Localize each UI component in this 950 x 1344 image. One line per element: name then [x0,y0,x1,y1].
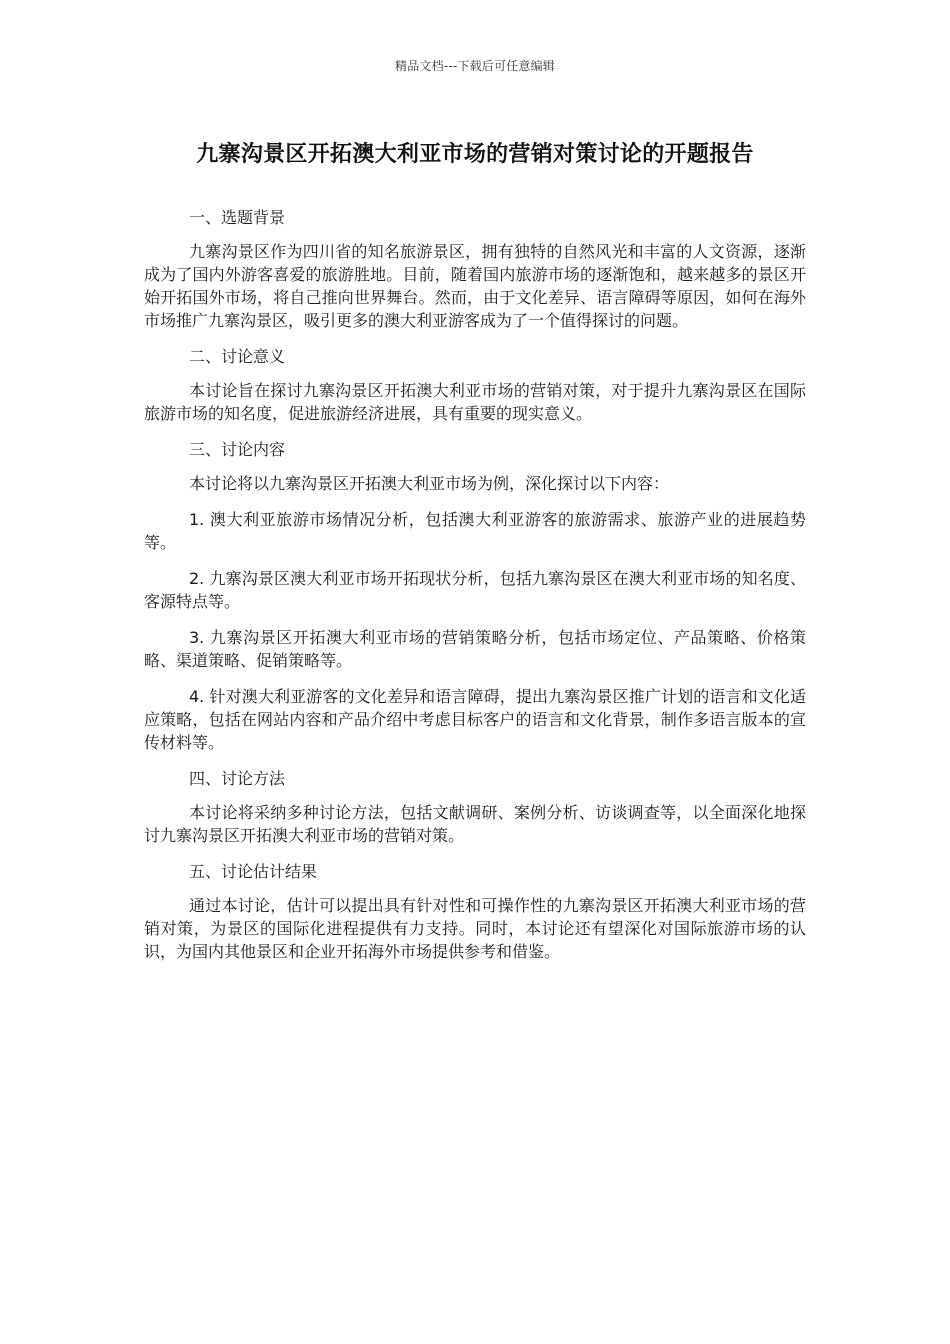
list-item: 1. 澳大利亚旅游市场情况分析，包括澳大利亚游客的旅游需求、旅游产业的进展趋势等。 [144,510,806,552]
paragraph: 通过本讨论，估计可以提出具有针对性和可操作性的九寨沟景区开拓澳大利亚市场的营销对策，为景区的国际化进程提供有力支持。同时，本讨论还有望深化对国际旅游市场的认识，为国内其他景区和企业开拓海外市场提供参考和借鉴。 [144,896,806,961]
list-item: 2. 九寨沟景区澳大利亚市场开拓现状分析，包括九寨沟景区在澳大利亚市场的知名度、客源特点等。 [144,569,806,611]
section-heading: 四、讨论方法 [189,769,286,788]
paragraph: 九寨沟景区作为四川省的知名旅游景区，拥有独特的自然风光和丰富的人文资源，逐渐成为了国内外游客喜爱的旅游胜地。目前，随着国内旅游市场的逐渐饱和，越来越多的景区开始开拓国外市场，将自己推向世界舞台。然而，由于文化差异、语言障碍等原因，如何在海外市场推广九寨沟景区，吸引更多的澳大利亚游客成为了一个值得探讨的问题。 [144,242,806,330]
section-heading: 五、讨论估计结果 [189,862,318,881]
document-body [144,206,806,976]
list-item: 4. 针对澳大利亚游客的文化差异和语言障碍，提出九寨沟景区推广计划的语言和文化适应策略，包括在网站内容和产品介绍中考虑目标客户的语言和文化背景，制作多语言版本的宣传材料等。 [144,687,806,752]
list-item: 3. 九寨沟景区开拓澳大利亚市场的营销策略分析，包括市场定位、产品策略、价格策略、渠道策略、促销策略等。 [144,628,806,670]
paragraph: 本讨论将采纳多种讨论方法，包括文献调研、案例分析、访谈调查等，以全面深化地探讨九寨沟景区开拓澳大利亚市场的营销对策。 [144,803,806,845]
section-heading: 二、讨论意义 [189,347,286,366]
section-heading: 三、讨论内容 [189,440,286,459]
paragraph: 本讨论旨在探讨九寨沟景区开拓澳大利亚市场的营销对策，对于提升九寨沟景区在国际旅游市场的知名度，促进旅游经济进展，具有重要的现实意义。 [144,381,806,423]
document-title: 九寨沟景区开拓澳大利亚市场的营销对策讨论的开题报告 [196,142,754,167]
page-header: 精品文档---下载后可任意编辑 [395,59,555,73]
paragraph: 本讨论将以九寨沟景区开拓澳大利亚市场为例，深化探讨以下内容： [189,474,670,493]
section-heading: 一、选题背景 [189,208,286,227]
